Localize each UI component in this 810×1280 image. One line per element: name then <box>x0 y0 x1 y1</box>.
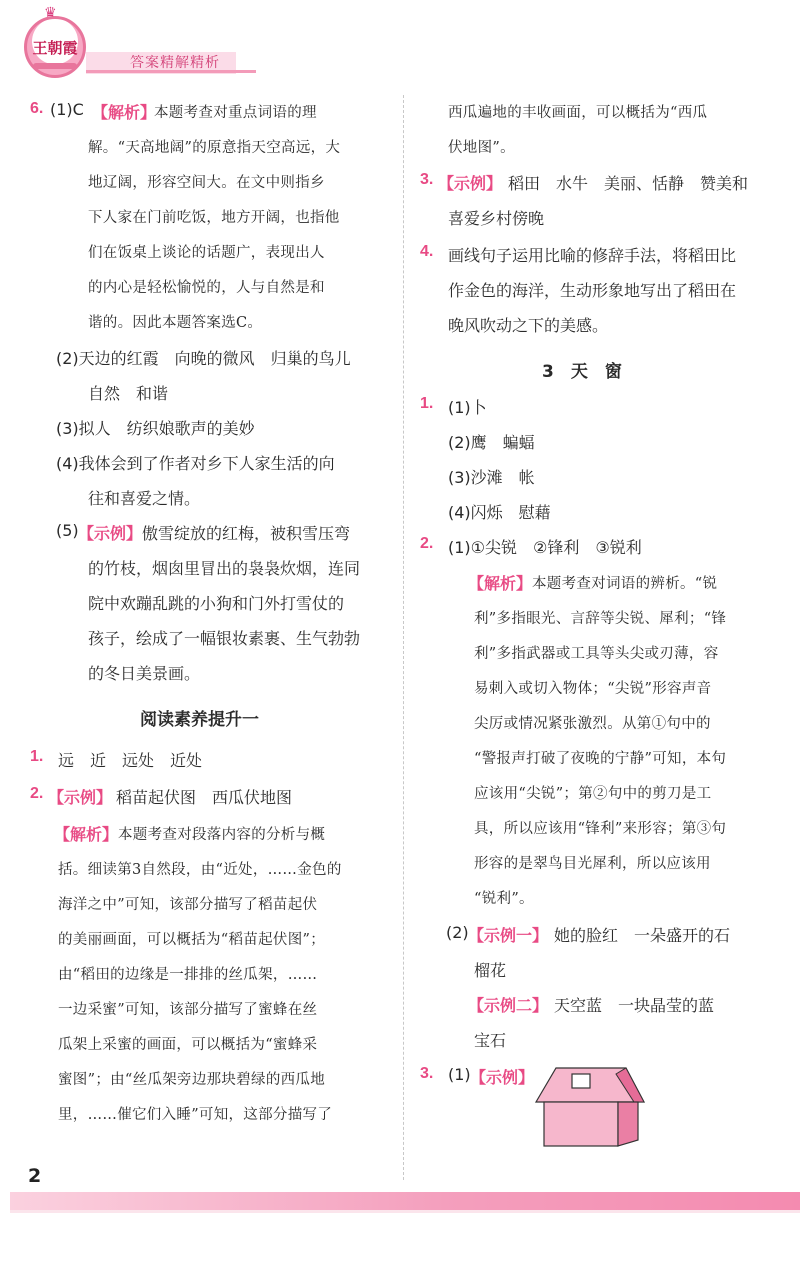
explanation-line: 谐的。因此本题答案选C。 <box>88 315 263 331</box>
explanation-line: 本题考查对词语的辨析。“锐 <box>532 576 718 592</box>
house-wall <box>544 1102 618 1146</box>
explanation-line: 的内心是轻松愉悦的，人与自然是和 <box>88 280 325 296</box>
explanation-line: 瓜架上采蜜的画面，可以概括为“蜜蜂采 <box>58 1037 318 1053</box>
answer-line: 稻苗起伏图 西瓜伏地图 <box>116 788 293 807</box>
question-number: 3. <box>420 171 434 188</box>
explanation-line: 蜜图”；由“丝瓜架旁边那块碧绿的西瓜地 <box>58 1072 326 1088</box>
question-number: 1. <box>420 395 434 412</box>
explanation-line: “警报声打破了夜晚的宁静”可知，本句 <box>474 751 727 767</box>
question-number: 6. <box>30 100 44 117</box>
answer-tag: 【解析】 <box>92 103 157 122</box>
crown-icon: ♛ <box>44 5 57 21</box>
answer-line: 的竹枝，烟囱里冒出的袅袅炊烟，连同 <box>88 559 361 578</box>
answer-tag: 【示例】 <box>470 1068 535 1087</box>
explanation-line: 们在饭桌上谈论的话题广，表现出人 <box>88 245 325 261</box>
explanation-line: 西瓜遍地的丰收画面，可以概括为“西瓜 <box>448 105 708 121</box>
question-number: 1. <box>30 748 44 765</box>
answer-line: 宝石 <box>474 1031 507 1050</box>
header-title: 答案精解精析 <box>130 55 220 71</box>
page-header <box>0 0 810 90</box>
answer-line: 孩子，绘成了一幅银妆素裹、生气勃勃 <box>88 629 361 648</box>
section-title: 阅读素养提升一 <box>140 710 259 730</box>
explanation-line: “锐利”。 <box>474 891 534 907</box>
answer-line: 远 近 远处 近处 <box>58 751 203 770</box>
explanation-line: 形容的是翠鸟目光犀利，所以应该用 <box>474 856 711 872</box>
answer-tag: 【示例二】 <box>468 996 549 1015</box>
house-drawing <box>528 1062 648 1152</box>
footer-band-shadow <box>10 1210 800 1213</box>
answer-line: (2)鹰 蝙蝠 <box>448 433 535 452</box>
answer-tag: 【示例一】 <box>468 926 549 945</box>
answer-line: 稻田 水牛 美丽、恬静 赞美和 <box>508 174 749 193</box>
explanation-line: 的美丽画面，可以概括为“稻苗起伏图”； <box>58 932 326 948</box>
answer-line: 作金色的海洋，生动形象地写出了稻田在 <box>448 281 737 300</box>
explanation-line: 由“稻田的边缘是一排排的丝瓜架，…… <box>58 967 318 983</box>
answer-tag: 【解析】 <box>468 574 533 593</box>
question-number: 3. <box>420 1065 434 1082</box>
explanation-line: 海洋之中”可知，该部分描写了稻苗起伏 <box>58 897 318 913</box>
explanation-line: 解。“天高地阔”的原意指天空高远，大 <box>88 140 341 156</box>
house-chimney-window <box>572 1074 590 1088</box>
explanation-line: 本题考查对重点词语的理 <box>154 105 317 121</box>
explanation-line: 尖厉或情况紧张激烈。从第①句中的 <box>474 716 711 732</box>
explanation-line: 伏地图”。 <box>448 140 515 156</box>
question-number: 4. <box>420 243 434 260</box>
answer-line: (3)沙滩 帐 <box>448 468 535 487</box>
answer-line: 榴花 <box>474 961 507 980</box>
brand-name: 王朝霞 <box>32 39 78 57</box>
answer-line: (1) <box>448 1065 471 1084</box>
answer-line: 傲雪绽放的红梅，被积雪压弯 <box>142 524 351 543</box>
answer-line: 喜爱乡村傍晚 <box>448 209 545 228</box>
house-side-wall <box>618 1102 638 1146</box>
footer-band <box>10 1192 800 1210</box>
answer-line: (4)闪烁 慰藉 <box>448 503 551 522</box>
explanation-line: 下人家在门前吃饭，地方开阔，也指他 <box>88 210 340 226</box>
answer-line: 的冬日美景画。 <box>88 664 201 683</box>
answer-line: 天空蓝 一块晶莹的蓝 <box>554 996 715 1015</box>
answer-tag: 【示例】 <box>48 788 113 807</box>
answer-line: (1)C <box>50 100 84 119</box>
answer-line: 往和喜爱之情。 <box>88 489 201 508</box>
question-number: 2. <box>420 535 434 552</box>
answer-line: 晚风吹动之下的美感。 <box>448 316 609 335</box>
answer-line: 画线句子运用比喻的修辞手法，将稻田比 <box>448 246 737 265</box>
explanation-line: 具，所以应该用“锋利”来形容；第③句 <box>474 821 727 837</box>
column-divider <box>403 95 404 1180</box>
answer-line: 院中欢蹦乱跳的小狗和门外打雪仗的 <box>88 594 345 613</box>
section-title: 3 天 窗 <box>542 362 622 382</box>
answer-tag: 【示例】 <box>78 524 143 543</box>
answer-line: 她的脸红 一朵盛开的石 <box>554 926 731 945</box>
explanation-line: 利”多指武器或工具等头尖或刃薄，容 <box>474 646 719 662</box>
answer-tag: 【示例】 <box>438 174 503 193</box>
explanation-line: 应该用“尖锐”；第②句中的剪刀是工 <box>474 786 712 802</box>
answer-line: (3)拟人 纺织娘歌声的美妙 <box>56 419 255 438</box>
explanation-line: 地辽阔，形容空间大。在文中则指乡 <box>88 175 325 191</box>
explanation-line: 利”多指眼光、言辞等尖锐、犀利；“锋 <box>474 611 727 627</box>
explanation-line: 本题考查对段落内容的分析与概 <box>118 827 326 843</box>
answer-line: (2)天边的红霞 向晚的微风 归巢的鸟儿 <box>56 349 351 368</box>
logo-ribbon <box>33 63 77 69</box>
explanation-line: 里，……催它们入睡”可知，这部分描写了 <box>58 1107 333 1123</box>
answer-tag: 【解析】 <box>54 825 119 844</box>
explanation-line: 一边采蜜”可知，该部分描写了蜜蜂在丝 <box>58 1002 318 1018</box>
question-number: 2. <box>30 785 44 802</box>
explanation-line: 括。细读第3自然段，由“近处，……金色的 <box>58 862 342 878</box>
brand-logo <box>24 16 86 78</box>
page-number: 2 <box>28 1165 42 1187</box>
answer-line: (2) <box>446 923 469 942</box>
answer-line: (1)卜 <box>448 398 487 417</box>
answer-line: (5) <box>56 521 79 540</box>
answer-line: (1)①尖锐 ②锋利 ③锐利 <box>448 538 642 557</box>
answer-line: (4)我体会到了作者对乡下人家生活的向 <box>56 454 335 473</box>
explanation-line: 易刺入或切入物体；“尖锐”形容声音 <box>474 681 712 697</box>
answer-line: 自然 和谐 <box>88 384 169 403</box>
